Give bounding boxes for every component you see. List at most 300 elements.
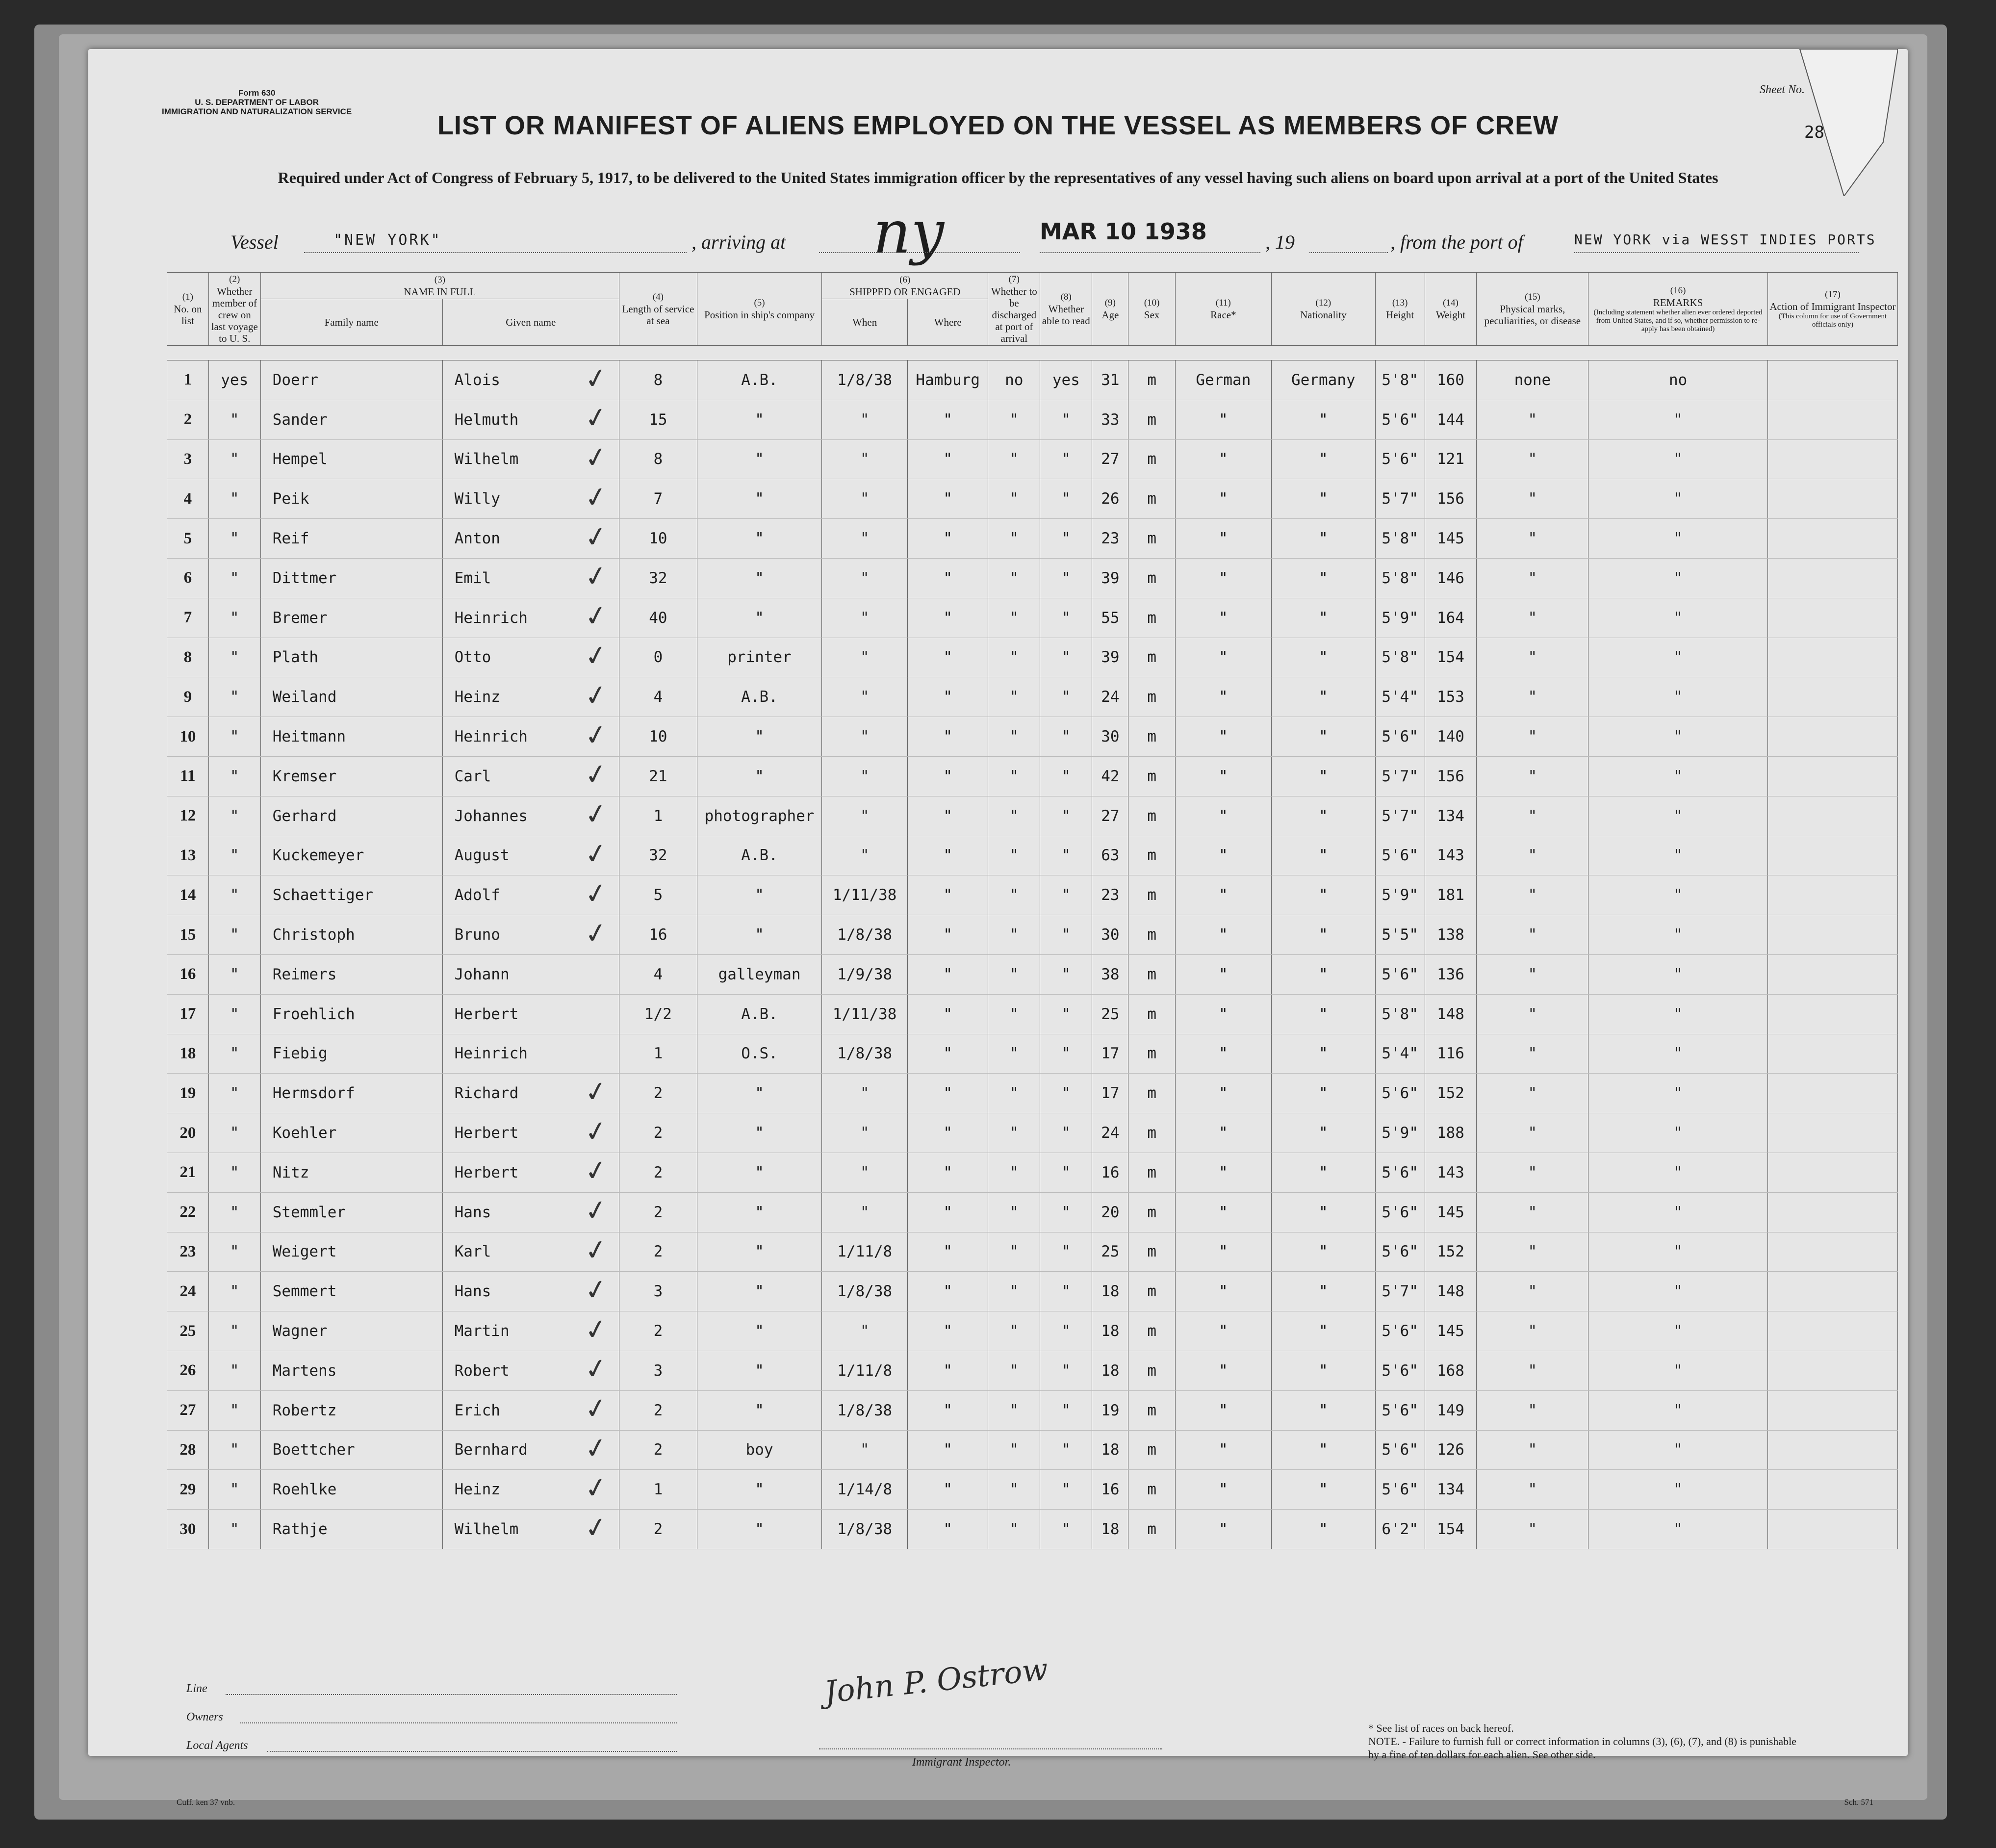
cell-height: 5'8" [1375,994,1425,1034]
table-row [167,1510,1898,1549]
cell-shipped-when: 1/8/38 [822,1510,908,1549]
cell-inspector-action [1767,1510,1897,1549]
cell-height: 5'6" [1375,439,1425,479]
cell-nationality: Germany [1271,360,1375,400]
cell-shipped-when: 1/8/38 [822,1390,908,1430]
cell-shipped-when: " [822,836,908,875]
inspector-label: Immigrant Inspector. [912,1756,1011,1769]
cell-physical-marks: " [1477,875,1588,915]
cell-shipped-when: " [822,1311,908,1351]
cell-weight: 136 [1425,954,1477,994]
cell-shipped-where: " [908,796,988,836]
cell-inspector-action [1767,717,1897,757]
cell-family-name: Stemmler [260,1192,442,1232]
cell-given-name: Carl [442,756,619,796]
cell-discharged: " [988,875,1040,915]
cell-last-voyage: " [208,1153,260,1192]
cell-physical-marks: " [1477,1074,1588,1113]
cell-family-name: Weiland [260,677,442,717]
cell-length-service: 2 [619,1311,697,1351]
table-row [167,954,1898,994]
cell-inspector-action [1767,756,1897,796]
cell-height: 5'7" [1375,479,1425,519]
cell-weight: 156 [1425,479,1477,519]
cell-no: 18 [167,1034,209,1074]
cell-remarks: " [1588,756,1768,796]
cell-shipped-where: " [908,836,988,875]
cell-shipped-when: " [822,756,908,796]
check-mark: ✓ [582,718,611,753]
cell-remarks: " [1588,400,1768,439]
cell-shipped-when: 1/9/38 [822,954,908,994]
cell-position: " [697,717,821,757]
cell-given-name: Robert [442,1351,619,1390]
cell-age: 18 [1092,1311,1128,1351]
cell-last-voyage: " [208,994,260,1034]
cell-length-service: 16 [619,915,697,955]
cell-length-service: 2 [619,1153,697,1192]
table-row [167,1390,1898,1430]
local-agents-label: Local Agents [186,1739,248,1752]
cell-race: " [1175,915,1271,955]
cell-given-name: Bernhard [442,1430,619,1470]
cell-sex: m [1128,1470,1175,1510]
cell-able-to-read: " [1040,1192,1092,1232]
cell-discharged: " [988,519,1040,559]
cell-shipped-where: " [908,1390,988,1430]
cell-length-service: 7 [619,479,697,519]
cell-physical-marks: " [1477,677,1588,717]
cell-family-name: Plath [260,638,442,677]
cell-nationality: " [1271,1034,1375,1074]
cell-given-name: Helmuth [442,400,619,439]
cell-position: " [697,1470,821,1510]
cell-position: photographer [697,796,821,836]
cell-family-name: Nitz [260,1153,442,1192]
arriving-port-handwritten: ny [873,199,945,267]
cell-nationality: " [1271,717,1375,757]
cell-sex: m [1128,677,1175,717]
cell-weight: 143 [1425,836,1477,875]
cell-height: 5'6" [1375,400,1425,439]
cell-physical-marks: " [1477,717,1588,757]
cell-race: " [1175,1510,1271,1549]
cell-physical-marks: " [1477,1153,1588,1192]
cell-able-to-read: " [1040,638,1092,677]
cell-race: " [1175,1470,1271,1510]
table-row [167,1074,1898,1113]
cell-race: " [1175,1113,1271,1153]
cell-family-name: Martens [260,1351,442,1390]
cell-given-name: Anton [442,519,619,559]
cell-height: 5'6" [1375,1192,1425,1232]
cell-able-to-read: " [1040,1470,1092,1510]
cell-weight: 181 [1425,875,1477,915]
cell-given-name: Karl [442,1232,619,1272]
cell-position: A.B. [697,677,821,717]
cell-given-name: Johann [442,954,619,994]
cell-family-name: Dittmer [260,558,442,598]
cell-shipped-where: " [908,1074,988,1113]
cell-length-service: 1 [619,796,697,836]
cell-length-service: 32 [619,836,697,875]
cell-able-to-read: " [1040,439,1092,479]
cell-weight: 138 [1425,915,1477,955]
cell-shipped-when: " [822,1430,908,1470]
col-header-nationality: (12) Nationality [1271,273,1375,346]
cell-no: 11 [167,756,209,796]
cell-shipped-where: " [908,1192,988,1232]
cell-family-name: Christoph [260,915,442,955]
cell-shipped-when: " [822,717,908,757]
cell-last-voyage: " [208,677,260,717]
cell-position: A.B. [697,360,821,400]
cell-last-voyage: " [208,875,260,915]
cell-shipped-when: " [822,1113,908,1153]
col-header-age: (9) Age [1092,273,1128,346]
cell-length-service: 3 [619,1272,697,1311]
cell-shipped-where: " [908,519,988,559]
year-label: , 19 [1265,231,1295,253]
cell-shipped-where: " [908,915,988,955]
cell-sex: m [1128,1034,1175,1074]
cell-family-name: Koehler [260,1113,442,1153]
cell-physical-marks: " [1477,836,1588,875]
cell-last-voyage: " [208,638,260,677]
cell-position: " [697,1113,821,1153]
cell-last-voyage: " [208,519,260,559]
cell-given-name: Emil [442,558,619,598]
cell-shipped-where: " [908,717,988,757]
cell-able-to-read: " [1040,1074,1092,1113]
cell-no: 8 [167,638,209,677]
cell-inspector-action [1767,1232,1897,1272]
col-header-read: (8) Whether able to read [1040,273,1092,346]
cell-family-name: Hempel [260,439,442,479]
cell-no: 17 [167,994,209,1034]
cell-able-to-read: " [1040,717,1092,757]
table-row [167,1351,1898,1390]
cell-sex: m [1128,479,1175,519]
cell-race: " [1175,400,1271,439]
cell-length-service: 0 [619,638,697,677]
cell-no: 13 [167,836,209,875]
cell-family-name: Froehlich [260,994,442,1034]
table-row [167,1430,1898,1470]
cell-length-service: 1 [619,1470,697,1510]
cell-last-voyage: " [208,400,260,439]
cell-sex: m [1128,439,1175,479]
cell-inspector-action [1767,1311,1897,1351]
cell-able-to-read: " [1040,519,1092,559]
cell-weight: 154 [1425,638,1477,677]
cell-height: 5'6" [1375,717,1425,757]
cell-family-name: Doerr [260,360,442,400]
cell-physical-marks: " [1477,994,1588,1034]
cell-nationality: " [1271,479,1375,519]
cell-remarks: " [1588,558,1768,598]
cell-remarks: " [1588,915,1768,955]
cell-nationality: " [1271,1153,1375,1192]
cell-sex: m [1128,1390,1175,1430]
cell-no: 19 [167,1074,209,1113]
cell-given-name: Otto [442,638,619,677]
cell-weight: 148 [1425,994,1477,1034]
cell-race: " [1175,1034,1271,1074]
cell-physical-marks: " [1477,1510,1588,1549]
cell-family-name: Kuckemeyer [260,836,442,875]
cell-family-name: Fiebig [260,1034,442,1074]
cell-shipped-when: " [822,796,908,836]
cell-weight: 152 [1425,1074,1477,1113]
cell-nationality: " [1271,915,1375,955]
cell-physical-marks: " [1477,1311,1588,1351]
cell-nationality: " [1271,1470,1375,1510]
cell-race: " [1175,796,1271,836]
cell-able-to-read: " [1040,1034,1092,1074]
cell-shipped-where: " [908,558,988,598]
cell-shipped-where: " [908,994,988,1034]
cell-inspector-action [1767,598,1897,638]
cell-inspector-action [1767,479,1897,519]
cell-age: 25 [1092,994,1128,1034]
cell-weight: 145 [1425,519,1477,559]
cell-height: 5'6" [1375,1390,1425,1430]
cell-shipped-when: 1/11/38 [822,875,908,915]
check-mark: ✓ [582,1114,611,1150]
check-mark: ✓ [582,1351,611,1387]
cell-position: galleyman [697,954,821,994]
cell-position: A.B. [697,994,821,1034]
cell-inspector-action [1767,519,1897,559]
cell-age: 39 [1092,558,1128,598]
cell-weight: 188 [1425,1113,1477,1153]
cell-position: " [697,519,821,559]
cell-shipped-where: " [908,1510,988,1549]
cell-family-name: Reimers [260,954,442,994]
cell-length-service: 1 [619,1034,697,1074]
cell-position: " [697,875,821,915]
cell-last-voyage: " [208,439,260,479]
cell-height: 5'4" [1375,677,1425,717]
cell-able-to-read: " [1040,400,1092,439]
cell-position: A.B. [697,836,821,875]
cell-shipped-when: " [822,439,908,479]
table-row [167,677,1898,717]
cell-discharged: " [988,479,1040,519]
cell-given-name: Heinz [442,1470,619,1510]
check-mark: ✓ [582,360,611,397]
cell-last-voyage: " [208,1272,260,1311]
table-row [167,1034,1898,1074]
cell-physical-marks: " [1477,519,1588,559]
cell-length-service: 1/2 [619,994,697,1034]
cell-age: 31 [1092,360,1128,400]
cell-race: " [1175,875,1271,915]
cell-nationality: " [1271,954,1375,994]
check-mark: ✓ [582,1391,611,1427]
cell-no: 28 [167,1430,209,1470]
cell-last-voyage: " [208,1510,260,1549]
cell-sex: m [1128,796,1175,836]
cell-physical-marks: " [1477,439,1588,479]
cell-length-service: 2 [619,1192,697,1232]
table-row [167,1153,1898,1192]
cell-no: 27 [167,1390,209,1430]
cell-shipped-when: " [822,558,908,598]
cell-remarks: " [1588,1232,1768,1272]
cell-no: 3 [167,439,209,479]
cell-remarks: no [1588,360,1768,400]
cell-race: " [1175,1192,1271,1232]
cell-race: " [1175,638,1271,677]
cell-height: 5'7" [1375,796,1425,836]
cell-family-name: Heitmann [260,717,442,757]
cell-family-name: Rathje [260,1510,442,1549]
cell-position: " [697,1390,821,1430]
cell-height: 5'8" [1375,638,1425,677]
cell-discharged: " [988,677,1040,717]
cell-shipped-where: " [908,954,988,994]
cell-inspector-action [1767,1470,1897,1510]
cell-position: " [697,1192,821,1232]
cell-length-service: 15 [619,400,697,439]
cell-height: 5'6" [1375,1470,1425,1510]
cell-race: " [1175,1430,1271,1470]
form-number: Form 630 [238,88,276,98]
cell-physical-marks: " [1477,1192,1588,1232]
cell-weight: 145 [1425,1311,1477,1351]
col-header-where: Where [908,299,988,346]
table-row [167,717,1898,757]
col-header-family-name: Family name [260,299,442,346]
table-row [167,1192,1898,1232]
cell-shipped-when: " [822,1074,908,1113]
cell-weight: 144 [1425,400,1477,439]
cell-height: 5'6" [1375,1232,1425,1272]
cell-physical-marks: " [1477,1390,1588,1430]
cell-shipped-when: 1/8/38 [822,1272,908,1311]
cell-able-to-read: " [1040,1272,1092,1311]
cell-able-to-read: " [1040,1430,1092,1470]
cell-family-name: Gerhard [260,796,442,836]
table-row [167,519,1898,559]
cell-remarks: " [1588,677,1768,717]
check-mark: ✓ [582,876,611,912]
cell-remarks: " [1588,994,1768,1034]
check-mark: ✓ [582,1232,611,1268]
cell-no: 12 [167,796,209,836]
table-row [167,1272,1898,1311]
cell-race: " [1175,558,1271,598]
cell-age: 24 [1092,1113,1128,1153]
cell-race: " [1175,1272,1271,1311]
table-row [167,558,1898,598]
cell-physical-marks: " [1477,598,1588,638]
cell-age: 42 [1092,756,1128,796]
cell-weight: 153 [1425,677,1477,717]
cell-race: " [1175,836,1271,875]
col-header-sex: (10) Sex [1128,273,1175,346]
cell-weight: 146 [1425,558,1477,598]
header-spacer [167,346,1898,360]
cell-physical-marks: " [1477,479,1588,519]
cell-physical-marks: " [1477,558,1588,598]
cell-position: " [697,1351,821,1390]
cell-length-service: 2 [619,1390,697,1430]
cell-race: " [1175,717,1271,757]
col-header-given-name: Given name [442,299,619,346]
cell-weight: 160 [1425,360,1477,400]
cell-shipped-where: " [908,598,988,638]
cell-able-to-read: " [1040,598,1092,638]
check-mark: ✓ [582,440,611,476]
cell-last-voyage: " [208,717,260,757]
cell-race: " [1175,994,1271,1034]
cell-inspector-action [1767,638,1897,677]
cell-discharged: " [988,1153,1040,1192]
check-mark: ✓ [582,559,611,595]
cell-nationality: " [1271,1430,1375,1470]
cell-no: 20 [167,1113,209,1153]
cell-inspector-action [1767,558,1897,598]
cell-race: " [1175,677,1271,717]
cell-height: 5'6" [1375,1351,1425,1390]
cell-height: 5'6" [1375,1153,1425,1192]
cell-age: 30 [1092,915,1128,955]
vessel-line [230,199,1876,267]
vessel-name: "NEW YORK" [333,231,442,249]
service-name: IMMIGRATION AND NATURALIZATION SERVICE [162,107,352,116]
cell-sex: m [1128,638,1175,677]
cell-length-service: 2 [619,1430,697,1470]
cell-discharged: " [988,1470,1040,1510]
cell-nationality: " [1271,1351,1375,1390]
cell-position: " [697,756,821,796]
cell-shipped-when: 1/14/8 [822,1470,908,1510]
printer-code: Cuff. ken 37 vnb. [177,1797,235,1807]
cell-last-voyage: " [208,1074,260,1113]
check-mark: ✓ [582,1193,611,1229]
cell-able-to-read: " [1040,1153,1092,1192]
table-row [167,638,1898,677]
cell-position: " [697,1510,821,1549]
col-header-when: When [822,299,908,346]
cell-no: 29 [167,1470,209,1510]
col-header-no: (1) No. on list [167,273,209,346]
penalty-note: NOTE. - Failure to furnish full or correct information in columns (3), (6), (7), and (8) is punishable by a fine of ten dollars for each alien. See other side. [1368,1735,1797,1761]
cell-race: German [1175,360,1271,400]
cell-age: 63 [1092,836,1128,875]
cell-able-to-read: " [1040,1311,1092,1351]
cell-given-name: Heinrich [442,717,619,757]
cell-shipped-where: " [908,1272,988,1311]
table-row [167,836,1898,875]
cell-given-name: Richard [442,1074,619,1113]
table-row [167,400,1898,439]
cell-nationality: " [1271,994,1375,1034]
col-header-length-service: (4) Length of service at sea [619,273,697,346]
cell-able-to-read: " [1040,1351,1092,1390]
check-mark: ✓ [582,400,611,436]
cell-age: 23 [1092,875,1128,915]
cell-shipped-where: " [908,638,988,677]
cell-remarks: " [1588,954,1768,994]
cell-height: 5'7" [1375,1272,1425,1311]
cell-age: 25 [1092,1232,1128,1272]
cell-age: 55 [1092,598,1128,638]
cell-given-name: Hans [442,1272,619,1311]
